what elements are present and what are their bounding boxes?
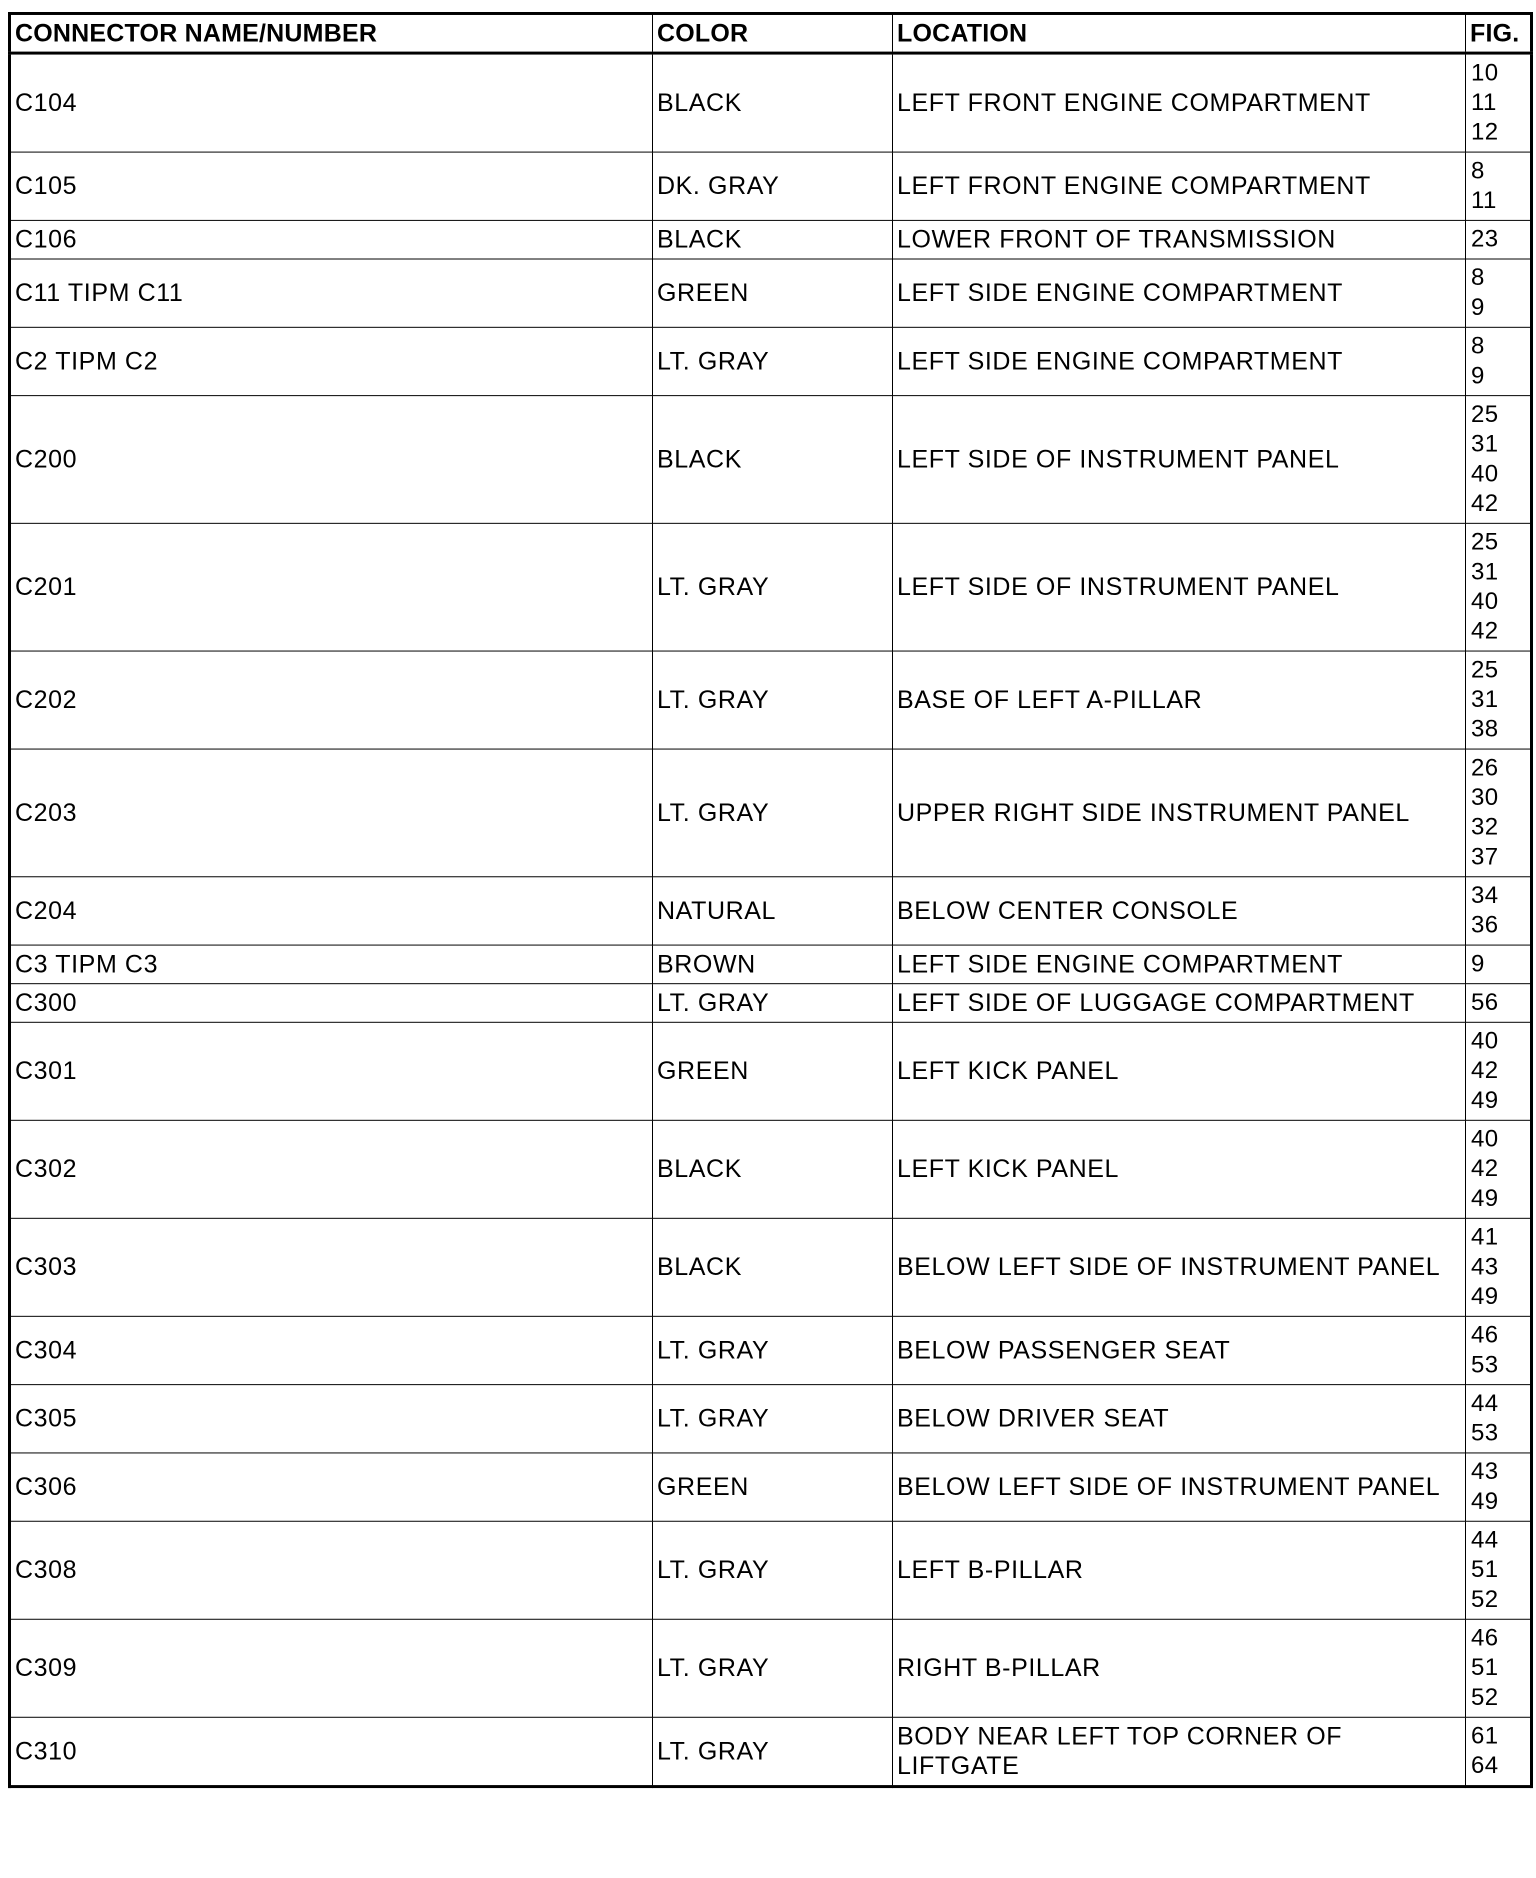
fig-number: 46 [1471, 1624, 1499, 1652]
connector-fig-cell [1466, 1316, 1532, 1384]
connector-fig-cell [1466, 53, 1532, 152]
fig-number: 23 [1471, 225, 1499, 253]
connector-location-cell [893, 53, 1466, 152]
location-text: LEFT KICK PANEL [897, 1155, 1120, 1184]
fig-number: 9 [1471, 950, 1485, 978]
fig-number: 40 [1471, 1027, 1499, 1055]
location-text: LEFT B-PILLAR [897, 1556, 1084, 1585]
connector-name-cell: C304 [10, 1316, 653, 1384]
fig-number: 49 [1471, 1087, 1499, 1114]
connector-color-cell: LT. GRAY [653, 327, 893, 395]
fig-number: 41 [1471, 1223, 1499, 1251]
fig-number: 56 [1471, 989, 1499, 1016]
fig-number: 25 [1471, 528, 1499, 556]
connector-location-cell [893, 1453, 1466, 1521]
connector-color-cell: LT. GRAY [653, 1385, 893, 1453]
fig-number: 9 [1471, 294, 1485, 321]
location-text: LEFT SIDE OF LUGGAGE COMPARTMENT [897, 989, 1415, 1017]
fig-number: 8 [1471, 332, 1485, 360]
connector-color-cell: GREEN [653, 1022, 893, 1120]
location-text: BASE OF LEFT A-PILLAR [897, 686, 1203, 714]
connector-color-cell: BLACK [653, 396, 893, 524]
connector-color-cell: BLACK [653, 1120, 893, 1218]
fig-number: 11 [1471, 187, 1497, 214]
fig-number: 8 [1471, 264, 1485, 292]
location-text: LEFT SIDE ENGINE COMPARTMENT [897, 279, 1344, 308]
header-fig: FIG. [1466, 13, 1532, 53]
table-row [10, 53, 1532, 152]
connector-location-cell [893, 1022, 1466, 1120]
header-color: COLOR [653, 13, 893, 53]
table-row [10, 1717, 1532, 1786]
fig-number: 46 [1471, 1321, 1499, 1349]
connector-location-cell [893, 1316, 1466, 1384]
connector-name-cell: C309 [10, 1619, 653, 1717]
connector-color-cell: LT. GRAY [653, 651, 893, 749]
connector-color-cell: GREEN [653, 259, 893, 327]
connector-location-cell [893, 396, 1466, 524]
connector-fig-cell [1466, 1120, 1532, 1218]
connector-fig-cell [1466, 877, 1532, 945]
fig-number: 43 [1471, 1253, 1499, 1281]
location-text: BELOW CENTER CONSOLE [897, 897, 1239, 925]
fig-number: 36 [1471, 911, 1499, 939]
fig-number: 11 [1471, 89, 1497, 116]
fig-number: 49 [1471, 1488, 1499, 1515]
connector-location-cell [893, 1120, 1466, 1218]
location-text: LEFT SIDE ENGINE COMPARTMENT [897, 950, 1344, 979]
connector-fig-cell [1466, 1385, 1532, 1453]
connector-location-cell [893, 152, 1466, 220]
connector-color-cell: LT. GRAY [653, 1521, 893, 1619]
table-row [10, 259, 1532, 327]
table-row [10, 1218, 1532, 1316]
fig-number: 43 [1471, 1458, 1499, 1486]
fig-number: 25 [1471, 656, 1499, 684]
fig-number: 25 [1471, 401, 1499, 428]
fig-number: 51 [1471, 1654, 1499, 1682]
fig-number: 34 [1471, 882, 1499, 909]
fig-number: 61 [1471, 1722, 1499, 1750]
connector-fig-cell [1466, 220, 1532, 259]
location-text: LEFT FRONT ENGINE COMPARTMENT [897, 172, 1371, 201]
table-row [10, 1316, 1532, 1384]
table-row [10, 523, 1532, 651]
fig-number: 40 [1471, 588, 1499, 615]
table-row [10, 327, 1532, 395]
connector-name-cell: C105 [10, 152, 653, 220]
location-text: BELOW LEFT SIDE OF INSTRUMENT PANEL [897, 1473, 1441, 1501]
connector-name-cell: C310 [10, 1717, 653, 1786]
connector-fig-cell [1466, 523, 1532, 651]
table-row [10, 877, 1532, 945]
connector-location-cell [893, 1521, 1466, 1619]
connector-name-cell: C204 [10, 877, 653, 945]
fig-number: 52 [1471, 1586, 1499, 1613]
table-row [10, 1022, 1532, 1120]
connector-location-cell [893, 259, 1466, 327]
connector-color-cell: DK. GRAY [653, 152, 893, 220]
connector-color-cell: LT. GRAY [653, 984, 893, 1023]
connector-location-cell [893, 877, 1466, 945]
fig-number: 37 [1471, 843, 1499, 871]
connector-fig-cell [1466, 1619, 1532, 1717]
connector-fig-cell [1466, 1453, 1532, 1521]
connector-location-cell [893, 1717, 1466, 1786]
connector-name-cell: C104 [10, 53, 653, 152]
connector-name-cell: C303 [10, 1218, 653, 1316]
fig-number: 64 [1471, 1752, 1499, 1780]
connector-color-cell: BLACK [653, 1218, 893, 1316]
table-row [10, 984, 1532, 1023]
fig-number: 10 [1471, 59, 1499, 87]
connector-color-cell: LT. GRAY [653, 1316, 893, 1384]
connector-location-cell [893, 220, 1466, 259]
fig-number: 12 [1471, 118, 1499, 146]
table-row [10, 1385, 1532, 1453]
fig-number: 53 [1471, 1351, 1499, 1379]
connector-location-cell [893, 1218, 1466, 1316]
connector-location-cell [893, 1619, 1466, 1717]
location-text: LEFT KICK PANEL [897, 1057, 1120, 1086]
fig-number: 49 [1471, 1185, 1499, 1212]
connector-fig-cell [1466, 1022, 1532, 1120]
fig-number: 31 [1471, 430, 1499, 458]
fig-number: 38 [1471, 715, 1499, 743]
connector-fig-cell [1466, 651, 1532, 749]
connector-name-cell: C308 [10, 1521, 653, 1619]
connector-name-cell: C203 [10, 749, 653, 877]
fig-number: 44 [1471, 1390, 1499, 1417]
connector-name-cell: C202 [10, 651, 653, 749]
connector-color-cell: LT. GRAY [653, 523, 893, 651]
table-row [10, 749, 1532, 877]
connector-location-cell [893, 651, 1466, 749]
connector-fig-cell [1466, 152, 1532, 220]
connector-name-cell: C200 [10, 396, 653, 524]
connector-fig-cell [1466, 259, 1532, 327]
fig-number: 42 [1471, 1155, 1499, 1183]
connector-name-cell: C2 TIPM C2 [10, 327, 653, 395]
connector-name-cell: C201 [10, 523, 653, 651]
connector-fig-cell [1466, 749, 1532, 877]
connector-table-sheet [8, 12, 1530, 1863]
connector-color-cell: GREEN [653, 1453, 893, 1521]
location-text: RIGHT B-PILLAR [897, 1654, 1101, 1683]
fig-number: 42 [1471, 1057, 1499, 1085]
connector-fig-cell [1466, 984, 1532, 1023]
connector-name-cell: C305 [10, 1385, 653, 1453]
fig-number: 30 [1471, 784, 1499, 811]
location-text: LEFT FRONT ENGINE COMPARTMENT [897, 89, 1371, 117]
connector-name-cell: C106 [10, 220, 653, 259]
table-row [10, 945, 1532, 984]
connector-name-cell: C11 TIPM C11 [10, 259, 653, 327]
connector-location-cell [893, 749, 1466, 877]
connector-name-cell: C306 [10, 1453, 653, 1521]
fig-number: 9 [1471, 362, 1485, 390]
connector-fig-cell [1466, 327, 1532, 395]
connector-name-cell: C3 TIPM C3 [10, 945, 653, 984]
location-text: BELOW DRIVER SEAT [897, 1404, 1170, 1433]
location-text: UPPER RIGHT SIDE INSTRUMENT PANEL [897, 799, 1410, 827]
location-text: LEFT SIDE OF INSTRUMENT PANEL [897, 445, 1340, 474]
table-row [10, 1521, 1532, 1619]
table-row [10, 152, 1532, 220]
connector-fig-cell [1466, 1521, 1532, 1619]
connector-color-cell: BLACK [653, 220, 893, 259]
fig-number: 51 [1471, 1556, 1499, 1584]
connector-location-cell [893, 945, 1466, 984]
connector-color-cell: LT. GRAY [653, 749, 893, 877]
fig-number: 31 [1471, 558, 1499, 586]
connector-fig-cell [1466, 1717, 1532, 1786]
connector-table [8, 12, 1533, 1788]
location-text: LEFT SIDE OF INSTRUMENT PANEL [897, 573, 1340, 602]
connector-fig-cell [1466, 396, 1532, 524]
header-location: LOCATION [893, 13, 1466, 53]
location-text: BODY NEAR LEFT TOP CORNER OF LIFTGATE [897, 1722, 1343, 1781]
fig-number: 31 [1471, 686, 1499, 713]
connector-location-cell [893, 984, 1466, 1023]
fig-number: 49 [1471, 1283, 1499, 1310]
header-row [10, 13, 1532, 53]
header-connector-name: CONNECTOR NAME/NUMBER [10, 13, 653, 53]
fig-number: 53 [1471, 1419, 1499, 1447]
fig-number: 44 [1471, 1526, 1499, 1554]
location-text: LEFT SIDE ENGINE COMPARTMENT [897, 347, 1344, 376]
fig-number: 40 [1471, 1125, 1499, 1153]
connector-color-cell: BROWN [653, 945, 893, 984]
connector-name-cell: C302 [10, 1120, 653, 1218]
connector-fig-cell [1466, 1218, 1532, 1316]
fig-number: 8 [1471, 157, 1485, 185]
location-text: BELOW LEFT SIDE OF INSTRUMENT PANEL [897, 1253, 1441, 1282]
table-row [10, 220, 1532, 259]
fig-number: 42 [1471, 490, 1499, 517]
connector-name-cell: C301 [10, 1022, 653, 1120]
connector-fig-cell [1466, 945, 1532, 984]
table-row [10, 1619, 1532, 1717]
fig-number: 52 [1471, 1684, 1499, 1711]
fig-number: 42 [1471, 617, 1499, 645]
table-row [10, 1120, 1532, 1218]
table-row [10, 1453, 1532, 1521]
fig-number: 40 [1471, 460, 1499, 488]
connector-color-cell: NATURAL [653, 877, 893, 945]
connector-location-cell [893, 1385, 1466, 1453]
connector-color-cell: LT. GRAY [653, 1717, 893, 1786]
table-row [10, 651, 1532, 749]
fig-number: 26 [1471, 754, 1499, 782]
connector-location-cell [893, 327, 1466, 395]
connector-color-cell: BLACK [653, 53, 893, 152]
location-text: BELOW PASSENGER SEAT [897, 1336, 1231, 1365]
fig-number: 32 [1471, 813, 1499, 841]
connector-name-cell: C300 [10, 984, 653, 1023]
connector-location-cell [893, 523, 1466, 651]
location-text: LOWER FRONT OF TRANSMISSION [897, 225, 1336, 254]
table-row [10, 396, 1532, 524]
connector-color-cell: LT. GRAY [653, 1619, 893, 1717]
connector-rows [10, 53, 1532, 1786]
